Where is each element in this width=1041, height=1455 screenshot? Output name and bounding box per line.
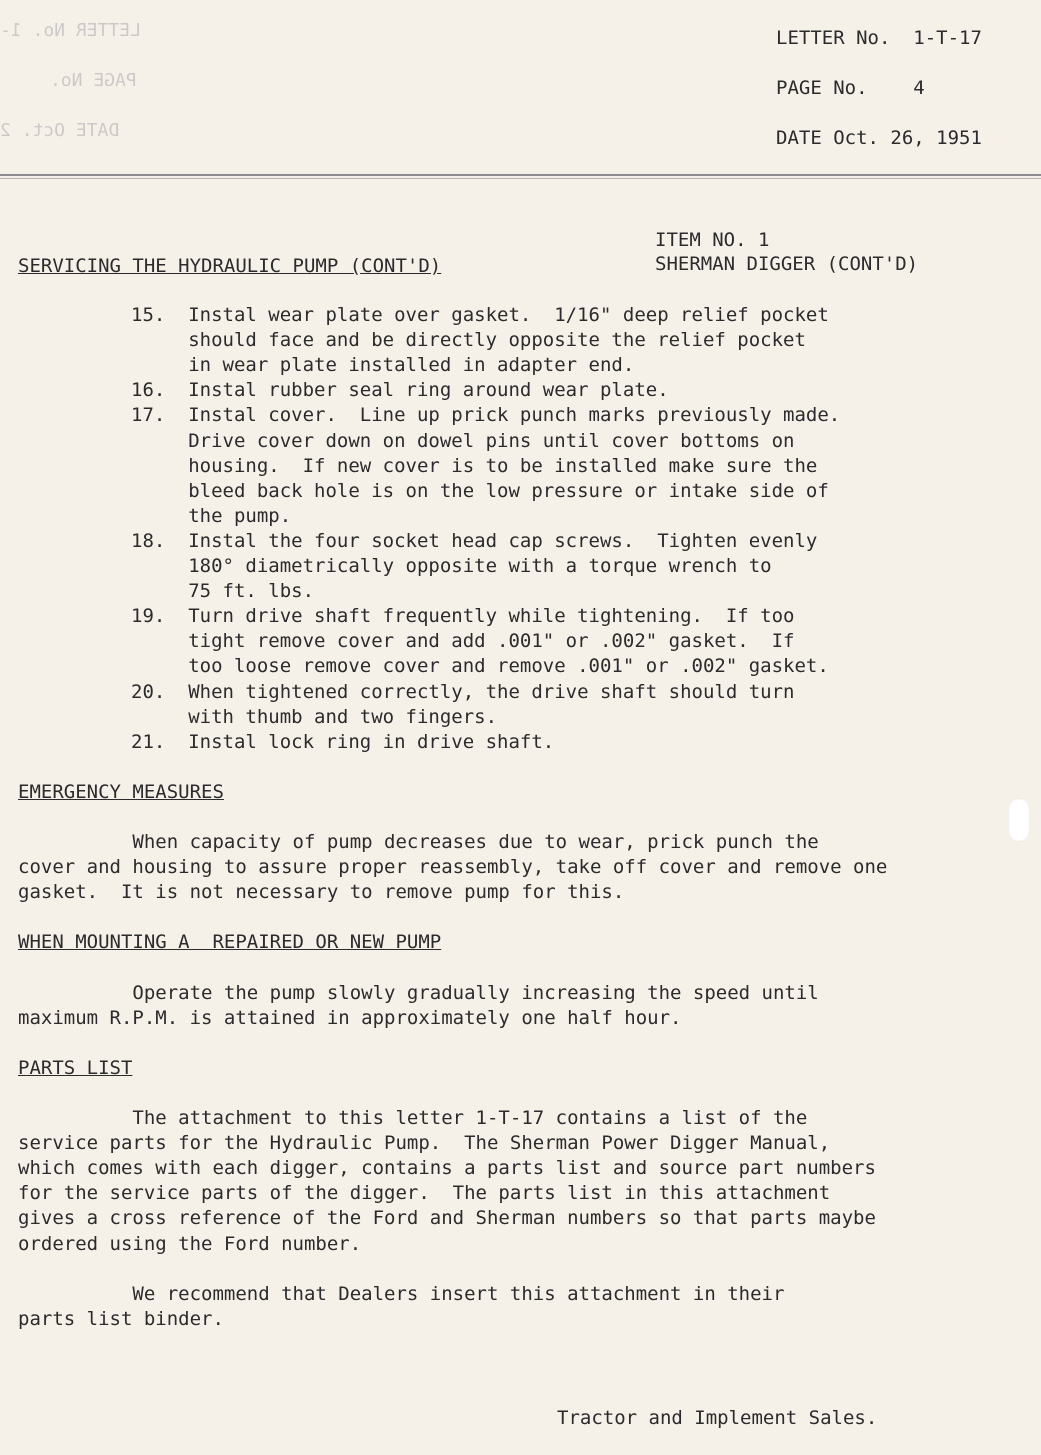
text-line: 180° diametrically opposite with a torque wrench to bbox=[131, 555, 772, 577]
section-heading-parts-list: PARTS LIST bbox=[18, 1057, 133, 1079]
item-title: SHERMAN DIGGER (CONT'D) bbox=[655, 253, 919, 275]
text-line: gives a cross reference of the Ford and Sherman numbers so that parts maybe bbox=[18, 1207, 876, 1230]
text-line: We recommend that Dealers insert this attachment in their bbox=[18, 1283, 785, 1305]
text-line: ordered using the Ford number. bbox=[18, 1232, 362, 1255]
section-heading-servicing: SERVICING THE HYDRAULIC PUMP (CONT'D) bbox=[18, 255, 442, 277]
text-line: 17. Instal cover. Line up prick punch marks previously made. bbox=[131, 404, 841, 427]
text-line: for the service parts of the digger. The parts list in this attachment bbox=[18, 1182, 831, 1205]
text-line: in wear plate installed in adapter end. bbox=[131, 354, 635, 377]
text-line: Drive cover down on dowel pins until cover bottoms on bbox=[131, 429, 795, 452]
bleed-letter: LETTER No. 1- bbox=[0, 20, 141, 41]
text-line: 21. Instal lock ring in drive shaft. bbox=[131, 730, 555, 753]
text-line: maximum R.P.M. is attained in approximately one half hour. bbox=[18, 1007, 682, 1030]
text-line: too loose remove cover and remove .001" or .002" gasket. bbox=[131, 655, 829, 678]
text-line: 20. When tightened correctly, the drive shaft should turn bbox=[131, 680, 795, 703]
text-line: 15. Instal wear plate over gasket. 1/16" deep relief pocket bbox=[131, 304, 829, 326]
item-number: ITEM NO. 1 bbox=[655, 229, 770, 251]
text-line: which comes with each digger, contains a parts list and source part numbers bbox=[18, 1157, 876, 1180]
text-line: When capacity of pump decreases due to wear, prick punch the bbox=[18, 831, 819, 853]
text-line: service parts for the Hydraulic Pump. The Sherman Power Digger Manual, bbox=[18, 1132, 831, 1155]
text-line: 18. Instal the four socket head cap screws. Tighten evenly bbox=[131, 529, 818, 552]
text-line: housing. If new cover is to be installed make sure the bbox=[131, 454, 818, 477]
text-line: tight remove cover and add .001" or .002" gasket. If bbox=[131, 630, 795, 653]
header-rule-thin bbox=[0, 178, 1041, 179]
binder-hole bbox=[1008, 798, 1030, 842]
text-line: Operate the pump slowly gradually increasing the speed until bbox=[18, 982, 819, 1004]
text-line: parts list binder. bbox=[18, 1308, 224, 1331]
section-heading-mounting: WHEN MOUNTING A REPAIRED OR NEW PUMP bbox=[18, 931, 442, 953]
text-line: 19. Turn drive shaft frequently while tightening. If too bbox=[131, 605, 795, 628]
text-line: should face and be directly opposite the relief pocket bbox=[131, 329, 806, 352]
letter-date: DATE Oct. 26, 1951 bbox=[776, 127, 982, 149]
text-line: the pump. bbox=[131, 504, 292, 527]
bleed-date: DATE Oct. 2 bbox=[0, 120, 120, 141]
text-line: gasket. It is not necessary to remove pump for this. bbox=[18, 881, 625, 904]
bleed-page: PAGE No. bbox=[50, 70, 137, 91]
text-line: 75 ft. lbs. bbox=[131, 580, 315, 603]
section-heading-emergency: EMERGENCY MEASURES bbox=[18, 781, 224, 803]
page-number: PAGE No. 4 bbox=[776, 77, 925, 99]
text-line: The attachment to this letter 1-T-17 contains a list of the bbox=[18, 1107, 808, 1129]
text-line: 16. Instal rubber seal ring around wear plate. bbox=[131, 379, 669, 402]
text-line: bleed back hole is on the low pressure or intake side of bbox=[131, 479, 829, 502]
letter-number: LETTER No. 1-T-17 bbox=[776, 27, 982, 49]
text-line: cover and housing to assure proper reassembly, take off cover and remove one bbox=[18, 856, 888, 879]
header-rule bbox=[0, 174, 1041, 176]
text-line: with thumb and two fingers. bbox=[131, 705, 498, 728]
signature: Tractor and Implement Sales. bbox=[557, 1407, 878, 1429]
